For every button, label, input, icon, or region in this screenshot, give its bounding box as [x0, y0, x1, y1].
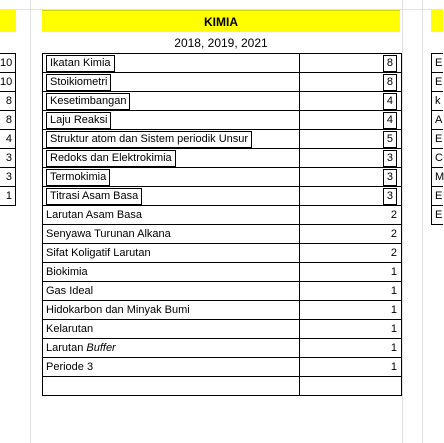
count-cell[interactable]: [300, 358, 402, 377]
topic-name: Larutan Asam Basa: [46, 209, 143, 221]
right-topic-cell[interactable]: A: [432, 111, 443, 130]
right-topic-cell[interactable]: E: [432, 73, 443, 92]
topic-name: Stoikiometri: [46, 74, 111, 91]
topic-cell[interactable]: [43, 73, 300, 92]
table-row: [43, 130, 402, 149]
topic-count: 2: [390, 209, 397, 221]
topic-cell[interactable]: [43, 263, 300, 282]
count-cell[interactable]: [300, 111, 402, 130]
count-cell[interactable]: [300, 149, 402, 168]
right-topic-cell[interactable]: E: [432, 54, 443, 73]
table-row: [43, 206, 402, 225]
left-count-cell[interactable]: 3: [0, 149, 16, 168]
topic-name: Senyawa Turunan Alkana: [46, 228, 171, 240]
topic-cell[interactable]: [43, 187, 300, 206]
topic-count: 8: [383, 74, 397, 91]
subject-title: KIMIA: [204, 14, 238, 29]
right-topic-cell[interactable]: C: [432, 149, 443, 168]
table-row: [43, 282, 402, 301]
table-row: [43, 320, 402, 339]
topic-count: 3: [383, 150, 397, 167]
topic-count: 3: [383, 188, 397, 205]
table-row: [43, 73, 402, 92]
left-count-column: [0, 53, 16, 206]
count-cell[interactable]: [300, 130, 402, 149]
topic-count: 2: [390, 228, 397, 240]
left-count-cell[interactable]: 10: [0, 73, 16, 92]
right-topic-cell[interactable]: M: [432, 168, 443, 187]
count-cell[interactable]: [300, 301, 402, 320]
left-count-cell[interactable]: 8: [0, 92, 16, 111]
right-topic-column: [431, 53, 443, 225]
topic-name: Larutan: [46, 342, 84, 354]
topic-name: Kesetimbangan: [46, 93, 130, 110]
table-row: [43, 225, 402, 244]
table-row: [43, 263, 402, 282]
topic-cell[interactable]: [43, 130, 300, 149]
topic-name: Struktur atom dan Sistem periodik Unsur: [46, 131, 252, 148]
count-cell[interactable]: [300, 225, 402, 244]
table-row: [43, 92, 402, 111]
topic-cell[interactable]: [43, 168, 300, 187]
count-cell[interactable]: [300, 206, 402, 225]
count-cell[interactable]: [300, 244, 402, 263]
count-cell[interactable]: [300, 54, 402, 73]
right-topic-cell[interactable]: E: [432, 206, 443, 225]
left-count-cell[interactable]: 8: [0, 111, 16, 130]
count-cell[interactable]: [300, 282, 402, 301]
topic-count: 3: [383, 169, 397, 186]
years-label: 2018, 2019, 2021: [174, 36, 268, 50]
count-cell[interactable]: [300, 187, 402, 206]
topic-name: Kelarutan: [46, 323, 94, 335]
topic-cell[interactable]: [43, 225, 300, 244]
years-row[interactable]: [42, 34, 400, 52]
topic-cell[interactable]: [43, 339, 300, 358]
topic-name: Termokimia: [46, 169, 110, 186]
left-count-cell[interactable]: 4: [0, 130, 16, 149]
topic-cell[interactable]: [43, 282, 300, 301]
table-row: [43, 168, 402, 187]
table-row: [43, 301, 402, 320]
gridline: [30, 0, 31, 443]
left-count-cell[interactable]: 1: [0, 187, 16, 206]
topic-count: 1: [390, 266, 397, 278]
topic-count: 1: [390, 361, 397, 373]
table-row: [43, 358, 402, 377]
table-row: [43, 187, 402, 206]
subject-header[interactable]: [42, 10, 400, 32]
topic-cell[interactable]: [43, 358, 300, 377]
topic-name: Periode 3: [46, 361, 94, 373]
right-topic-cell[interactable]: E: [432, 130, 443, 149]
table-row: [43, 54, 402, 73]
table-row: [43, 339, 402, 358]
topic-name: Ikatan Kimia: [46, 55, 115, 72]
topic-count: 4: [383, 112, 397, 129]
topic-cell[interactable]: [43, 92, 300, 111]
topic-name: Biokimia: [46, 266, 88, 278]
table-row: [43, 244, 402, 263]
topic-table: [42, 53, 402, 396]
left-count-cell[interactable]: 3: [0, 168, 16, 187]
topic-name: Redoks dan Elektrokimia: [46, 150, 176, 167]
topic-cell[interactable]: [43, 377, 300, 396]
gridline: [402, 0, 403, 443]
count-cell[interactable]: [300, 92, 402, 111]
topic-count: 4: [383, 93, 397, 110]
gridline: [422, 0, 423, 443]
topic-name: Titrasi Asam Basa: [46, 188, 142, 205]
topic-name-italic: Buffer: [86, 342, 116, 354]
topic-count: 1: [390, 304, 397, 316]
right-topic-cell[interactable]: k: [432, 92, 443, 111]
topic-count: 5: [383, 131, 397, 148]
count-cell[interactable]: [300, 168, 402, 187]
count-cell[interactable]: [300, 377, 402, 396]
table-row: [43, 149, 402, 168]
topic-name: Gas Ideal: [46, 285, 94, 297]
topic-cell[interactable]: [43, 149, 300, 168]
header-fill-right: [431, 10, 443, 32]
topic-cell[interactable]: [43, 54, 300, 73]
topic-cell[interactable]: [43, 206, 300, 225]
topic-count: 1: [390, 342, 397, 354]
header-fill-left: [0, 10, 16, 32]
count-cell[interactable]: [300, 263, 402, 282]
topic-name: Laju Reaksi: [46, 112, 111, 129]
topic-count: 1: [390, 323, 397, 335]
topic-name: Hidokarbon dan Minyak Bumi: [46, 304, 190, 316]
left-count-cell[interactable]: 10: [0, 54, 16, 73]
topic-count: 2: [390, 247, 397, 259]
topic-count: 8: [383, 55, 397, 72]
table-row: [43, 377, 402, 396]
right-topic-cell[interactable]: E: [432, 187, 443, 206]
topic-cell[interactable]: [43, 320, 300, 339]
count-cell[interactable]: [300, 320, 402, 339]
table-row: [43, 111, 402, 130]
topic-cell[interactable]: [43, 301, 300, 320]
topic-cell[interactable]: [43, 244, 300, 263]
topic-cell[interactable]: [43, 111, 300, 130]
count-cell[interactable]: [300, 339, 402, 358]
count-cell[interactable]: [300, 73, 402, 92]
topic-name: Sifat Koligatif Larutan: [46, 247, 151, 259]
topic-count: 1: [390, 285, 397, 297]
